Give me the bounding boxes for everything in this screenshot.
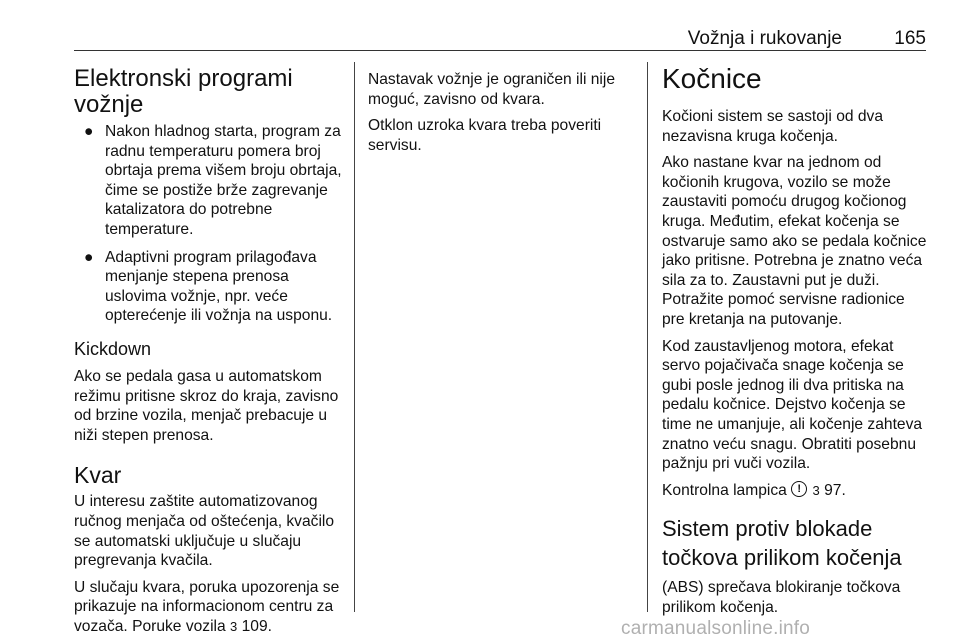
paragraph: Ako nastane kvar na jednom od kočionih krugova, vozilo se može zaustaviti pomoću drugog kočionog kruga. Međutim, efekat kočenja se ostvaruje samo ako se pedala kočnice jako pritisne. Potrebna je znatno veća sila za to. Zaustavni put je duži. Potražite pomoć servisne radionice pre kretanja na putovanje. xyxy=(662,154,927,328)
list-item xyxy=(74,122,348,240)
paragraph-text: U slučaju kvara, poruka upozorenja se prikazuje na informacionom centru za vozača. Poruke vozila xyxy=(74,578,340,635)
section-heading-kocnice: Kočnice xyxy=(662,63,762,94)
section-heading-kvar: Kvar xyxy=(74,462,122,489)
bullet-icon: ● xyxy=(84,123,94,140)
column-divider xyxy=(354,62,355,612)
heading-line: Sistem protiv blokade xyxy=(662,516,873,542)
paragraph xyxy=(74,578,348,637)
page-reference-link[interactable]: 109. xyxy=(241,617,272,635)
paragraph-text: Kontrolna lampica xyxy=(662,481,787,499)
subheading-kickdown: Kickdown xyxy=(74,338,152,359)
list-item xyxy=(74,248,348,326)
column-right xyxy=(662,60,928,624)
section-heading-abs xyxy=(662,514,928,572)
paragraph: (ABS) sprečava blokiranje točkova prilikom kočenja. xyxy=(662,579,901,616)
page-reference-icon: 3 xyxy=(812,482,820,498)
paragraph: U interesu zaštite automatizovanog ručnog menjača od oštećenja, kvačilo se automatski uključuje u slučaju pregrevanja kvačila. xyxy=(74,493,335,570)
paragraph: Nastavak vožnje je ograničen ili nije moguć, zavisno od kvara. xyxy=(368,71,616,108)
list-item-text: Nakon hladnog starta, program za radnu temperaturu pomera broj obrtaja prema višem broju obrtaja, čime se postiže brže zagrevanje katalizatora do potrebne temperature. xyxy=(105,123,342,238)
column-middle xyxy=(368,70,638,162)
paragraph: Otklon uzroka kvara treba poveriti servisu. xyxy=(368,117,602,154)
paragraph: Kod zaustavljenog motora, efekat servo pojačivača snage kočenja se gubi posle jednog ili dva pritiska na pedalu kočnice. Dejstvo kočenja se time ne umanjuje, ali kočenje zahteva znatno veću snagu. Obratiti posebnu pažnju pri vuči vozila. xyxy=(662,337,923,473)
page-reference-icon: 3 xyxy=(230,618,238,634)
section-heading-programs: Elektronski programi vožnje xyxy=(74,65,293,118)
paragraph xyxy=(662,481,928,501)
paragraph: Ako se pedala gasa u automatskom režimu pritisne skroz do kraja, zavisno od brzine vozila, menjač prebacuje u niži stepen prenosa. xyxy=(74,367,339,444)
bullet-icon: ● xyxy=(84,248,94,266)
list-item-text: Adaptivni program prilagođava menjanje stepena prenosa uslovima vožnje, npr. veće opterećenje ili vožnja na usponu. xyxy=(105,248,333,325)
paragraph: Kočioni sistem se sastoji od dva nezavisna kruga kočenja. xyxy=(662,108,884,145)
page-number: 165 xyxy=(894,28,926,49)
chapter-title: Vožnja i rukovanje xyxy=(687,28,842,49)
page-header xyxy=(74,28,926,51)
page-reference-link[interactable]: 97. xyxy=(824,481,846,499)
brake-warning-lamp-icon xyxy=(791,481,807,497)
column-divider xyxy=(647,62,648,612)
watermark-text: carmanualsonline.info xyxy=(621,618,811,639)
column-left xyxy=(74,60,348,643)
bullet-list xyxy=(74,122,348,326)
heading-line: točkova prilikom kočenja xyxy=(662,545,902,571)
